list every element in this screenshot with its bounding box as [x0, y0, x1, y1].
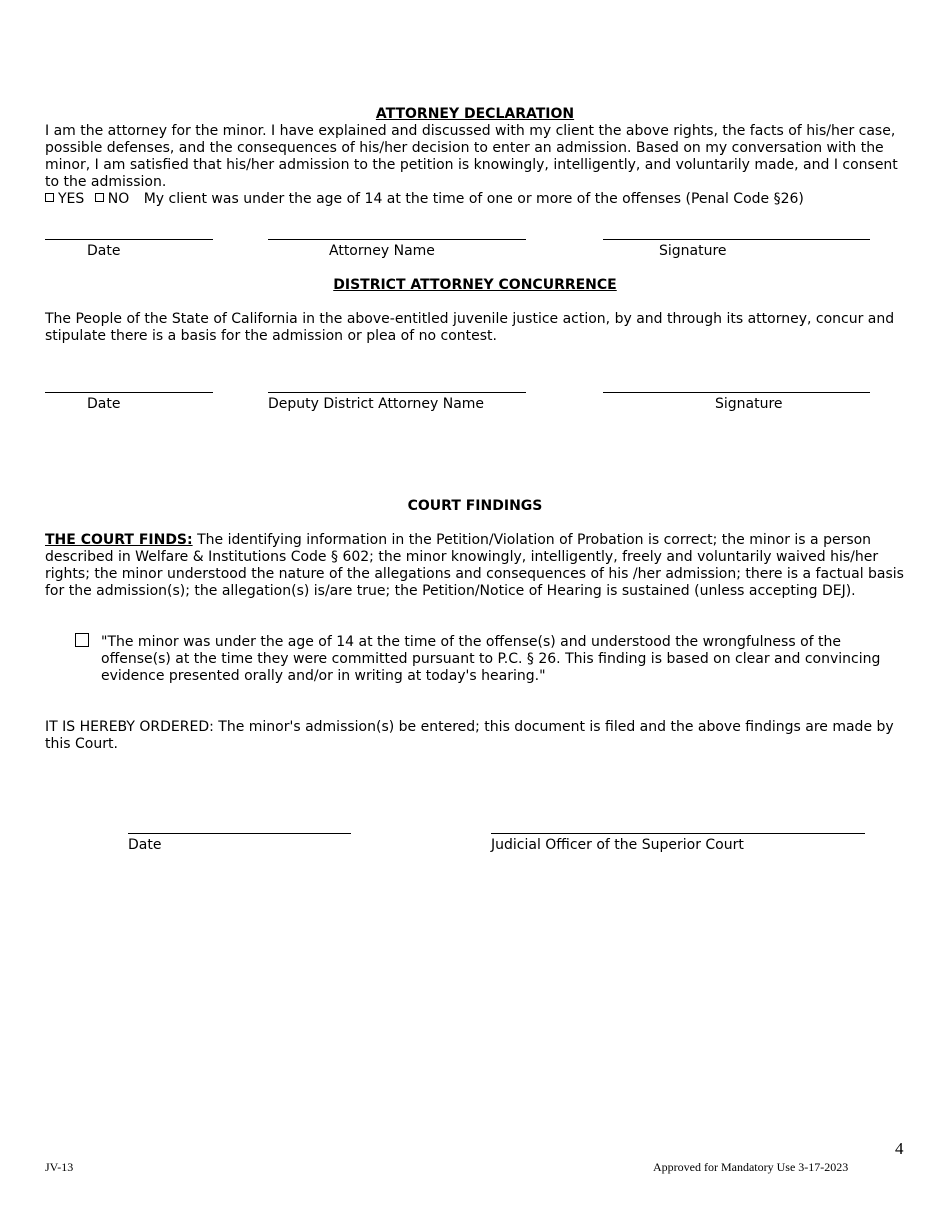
page-number: 4 [895, 1139, 904, 1158]
attorney-declaration-heading: ATTORNEY DECLARATION [375, 106, 575, 122]
attorney-date-label: Date [87, 243, 121, 259]
no-label: NO [107, 191, 130, 207]
da-concurrence-heading: DISTRICT ATTORNEY CONCURRENCE [333, 277, 617, 293]
yes-checkbox[interactable] [45, 193, 54, 202]
attorney-name-line[interactable] [268, 239, 526, 240]
court-order-text: IT IS HEREBY ORDERED: The minor's admission(s) be entered; this document is filed and the above findings are made by this Court. [45, 719, 894, 752]
yes-label: YES [58, 191, 85, 207]
da-concurrence-text: The People of the State of California in the above-entitled juvenile justice action, by and through its attorney, concur and stipulate there is a basis for the admission or plea of no contest. [45, 311, 895, 344]
court-findings-heading: COURT FINDINGS [407, 498, 543, 514]
court-date-label: Date [128, 837, 162, 853]
approval-note: Approved for Mandatory Use 3-17-2023 [653, 1160, 849, 1174]
da-signature-label: Signature [715, 396, 783, 412]
attorney-age-question [45, 191, 907, 208]
da-name-label: Deputy District Attorney Name [268, 396, 485, 412]
da-signature-line[interactable] [603, 392, 870, 393]
court-finds-lead: THE COURT FINDS: [45, 532, 193, 548]
da-name-line[interactable] [268, 392, 526, 393]
judicial-officer-label: Judicial Officer of the Superior Court [491, 837, 744, 853]
no-checkbox[interactable] [95, 193, 104, 202]
attorney-signature-label: Signature [659, 243, 727, 259]
da-date-line[interactable] [45, 392, 213, 393]
court-finds-body: The identifying information in the Petition/Violation of Probation is correct; the minor is a person described in Welfare & Institutions Code § 602; the minor knowingly, intelligently, freely and voluntarily waived his/her rights; the minor understood the nature of the allegations and consequences of his /her admission; there is a factual basis for the admission(s); the allegation(s) is/are true; the Petition/Notice of Hearing is sustained (unless accepting DEJ). [45, 532, 904, 599]
under-14-finding-checkbox[interactable] [75, 633, 89, 647]
court-date-line[interactable] [128, 833, 351, 834]
attorney-date-line[interactable] [45, 239, 213, 240]
attorney-name-label: Attorney Name [329, 243, 435, 259]
attorney-declaration-text: I am the attorney for the minor. I have explained and discussed with my client the above rights, the facts of his/her case, possible defenses, and the consequences of his/her decision to enter an admission. Based on my conversation with the minor, I am satisfied that his/her admission to the petition is knowingly, intelligently, and voluntarily made, and I consent to the admission. [45, 123, 898, 190]
form-id: JV-13 [45, 1160, 74, 1174]
court-finds-text [45, 532, 907, 600]
judicial-officer-line[interactable] [491, 833, 865, 834]
attorney-signature-line[interactable] [603, 239, 870, 240]
under-14-finding-text: "The minor was under the age of 14 at the time of the offense(s) and understood the wrongfulness of the offense(s) at the time they were committed pursuant to P.C. § 26. This finding is based on clear and convincing evidence presented orally and/or in writing at today's hearing." [101, 634, 881, 684]
da-date-label: Date [87, 396, 121, 412]
age-statement: My client was under the age of 14 at the time of one or more of the offenses (Penal Code §26) [143, 191, 804, 207]
